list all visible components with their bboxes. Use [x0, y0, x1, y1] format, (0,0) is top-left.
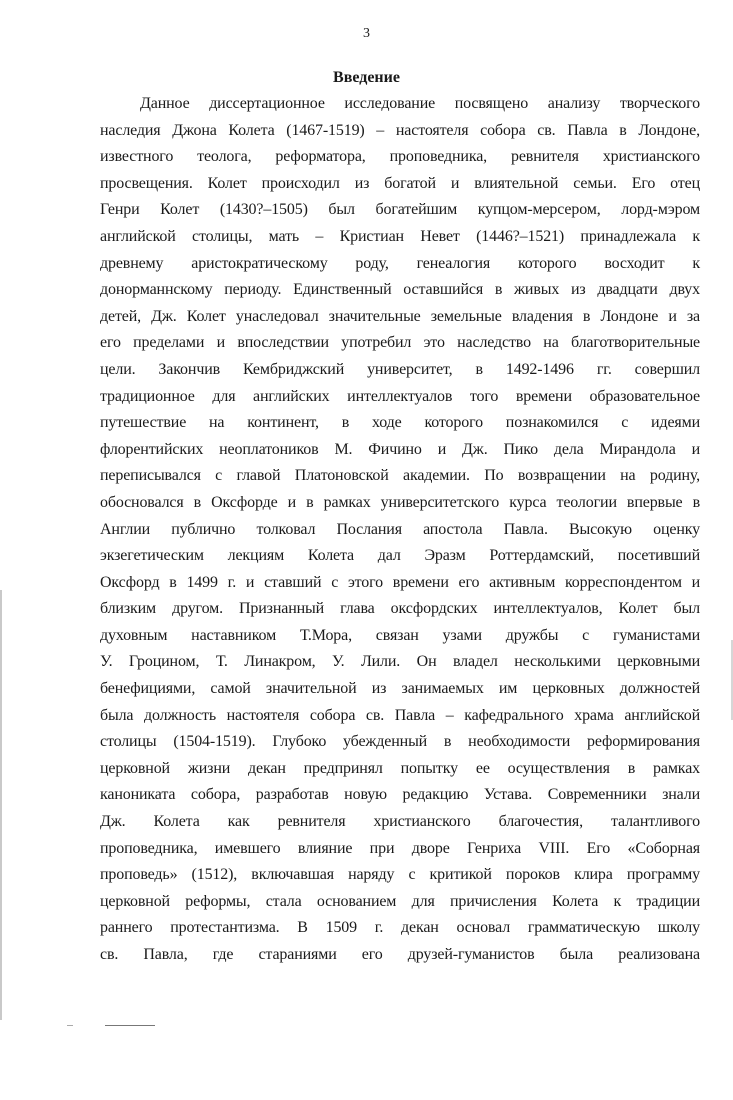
- text-line: св. Павла, где стараниями его друзей-гуманистов была реализована: [100, 946, 700, 963]
- text-line: обосновался в Оксфорде и в рамках университетского курса теологии впервые в: [100, 493, 700, 511]
- text-line: донорманнскому периоду. Единственный оставшийся в живых из двадцати двух: [100, 281, 700, 299]
- text-line: раннего протестантизма. В 1509 г. декан основал грамматическую школу: [100, 919, 700, 937]
- text-line: его пределами и впоследствии употребил это наследство на благотворительные: [100, 334, 700, 352]
- section-title: Введение: [333, 69, 400, 86]
- page-number: 3: [363, 26, 370, 41]
- text-line: У. Гроцином, Т. Линакром, У. Лили. Он владел несколькими церковными: [100, 653, 700, 671]
- scan-edge-shadow-left: [0, 590, 2, 1020]
- text-line: столицы (1504-1519). Глубоко убежденный в необходимости реформирования: [100, 733, 700, 751]
- text-line: Дж. Колета как ревнителя христианского благочестия, талантливого: [100, 813, 700, 831]
- text-line: канониката собора, разработав новую редакцию Устава. Современники знали: [100, 786, 700, 804]
- text-line: просвещения. Колет происходил из богатой и влиятельной семьи. Его отец: [100, 174, 700, 192]
- text-line: древнему аристократическому роду, генеалогия которого восходит к: [100, 254, 700, 272]
- footnote-mark: [67, 1025, 73, 1026]
- text-line: Оксфорд в 1499 г. и ставший с этого времени его активным корреспондентом и: [100, 573, 700, 591]
- text-line: детей, Дж. Колет унаследовал значительные земельные владения в Лондоне и за: [100, 307, 700, 325]
- text-line: известного теолога, реформатора, проповедника, ревнителя христианского: [100, 148, 700, 166]
- text-line: церковной жизни декан предпринял попытку ее осуществления в рамках: [100, 759, 700, 777]
- text-line: Данное диссертационное исследование посвящено анализу творческого: [140, 95, 700, 112]
- text-line: переписывался с главой Платоновской академии. По возвращении на родину,: [100, 467, 700, 485]
- text-line: путешествие на континент, в ходе которого познакомился с идеями: [100, 414, 700, 432]
- text-line: духовным наставником Т.Мора, связан узами дружбы с гуманистами: [100, 626, 700, 644]
- text-line: церковной реформы, стала основанием для причисления Колета к традиции: [100, 892, 700, 910]
- body-paragraph: [100, 91, 700, 969]
- text-line: английской столицы, мать – Кристиан Невет (1446?–1521) принадлежала к: [100, 227, 700, 245]
- text-line: экзегетическим лекциям Колета дал Эразм Роттердамский, посетивший: [100, 547, 700, 565]
- footnote-rule: [105, 1025, 155, 1026]
- text-line: близким другом. Признанный глава оксфордских интеллектуалов, Колет был: [100, 600, 700, 618]
- text-line: традиционное для английских интеллектуалов того времени образовательное: [100, 387, 700, 405]
- text-line: Генри Колет (1430?–1505) был богатейшим купцом-мерсером, лорд-мэром: [100, 201, 700, 219]
- text-line: цели. Закончив Кембриджский университет, в 1492-1496 гг. совершил: [100, 360, 700, 378]
- text-line: проповедь» (1512), включавшая наряду с критикой пороков клира программу: [100, 866, 700, 884]
- text-line: Англии публично толковал Послания апостола Павла. Высокую оценку: [100, 520, 700, 538]
- text-line: наследия Джона Колета (1467-1519) – настоятеля собора св. Павла в Лондоне,: [100, 121, 700, 139]
- text-line: флорентийских неоплатоников М. Фичино и Дж. Пико дела Мирандола и: [100, 440, 700, 458]
- text-line: проповедника, имевшего влияние при дворе Генриха VIII. Его «Соборная: [100, 839, 700, 857]
- text-line: была должность настоятеля собора св. Павла – кафедрального храма английской: [100, 706, 700, 724]
- text-line: бенефициями, самой значительной из занимаемых им церковных должностей: [100, 680, 700, 698]
